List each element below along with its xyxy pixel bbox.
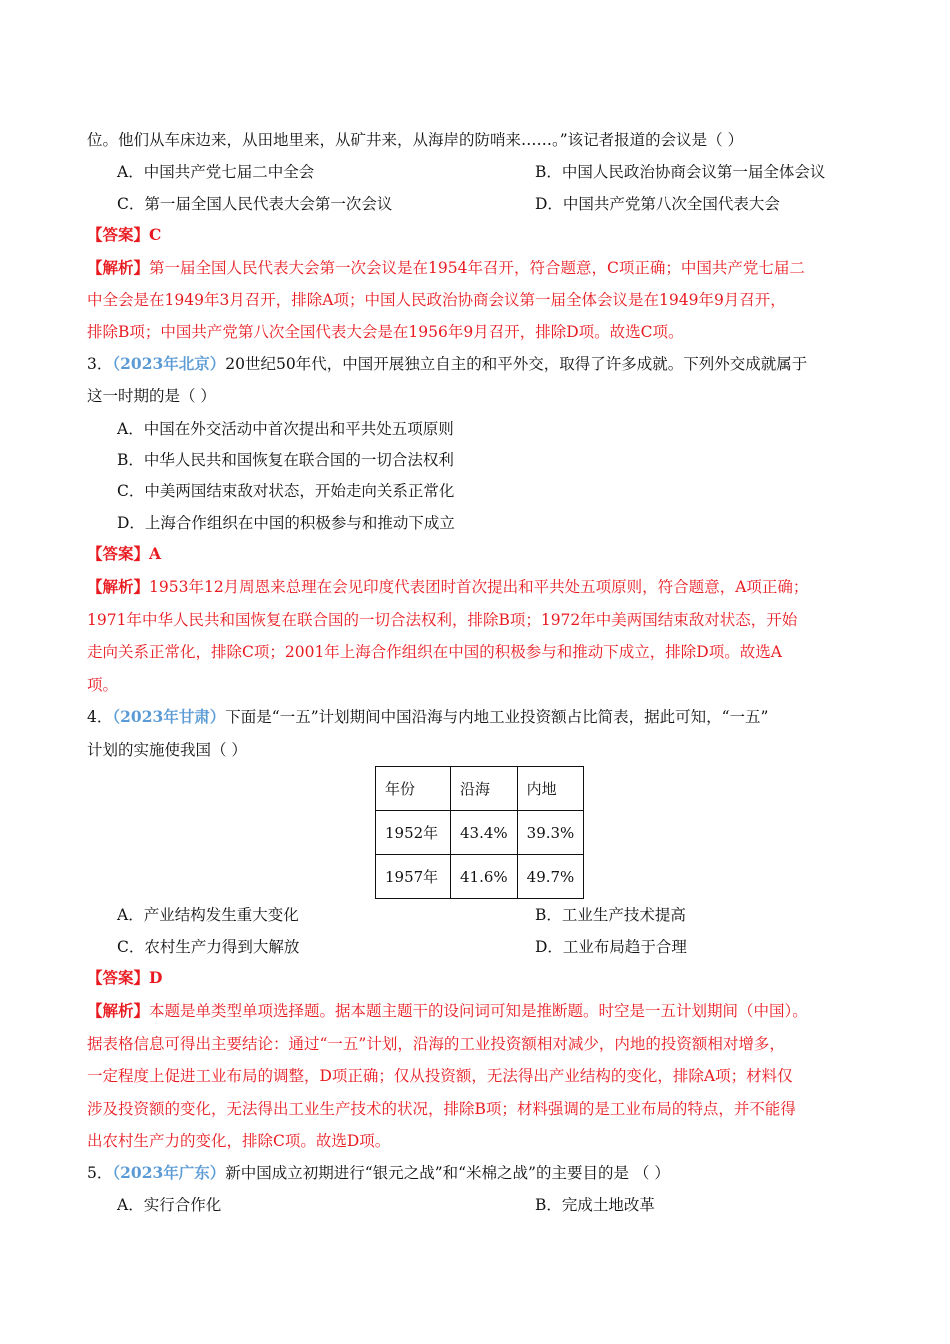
analysis-text: 本题是单类型单项选择题。据本题主题干的设问词可知是推断题。时空是一五计划期间（中国）。 [149,1002,808,1020]
q5-option-a: A．实行合作化 [117,1196,222,1214]
answer-value: C [149,225,162,244]
table-cell: 41.6% [451,855,518,899]
answer-label: 【答案】 [87,544,150,563]
question-source: （2023年北京） [112,354,226,373]
q3-stem-line-2: 这一时期的是（ ） [87,387,216,405]
answer-label: 【答案】 [87,968,150,987]
question-number: 4． [87,708,113,726]
table-header-cell: 年份 [376,767,451,811]
question-stem: 新中国成立初期进行“银元之战”和“米棉之战”的主要目的是 （ ） [225,1164,670,1182]
q5-stem [87,1163,670,1183]
table-cell: 1952年 [376,811,451,855]
q4-option-row-1 [117,905,686,925]
q4-answer [87,968,162,988]
table-cell: 43.4% [451,811,518,855]
question-stem: 20世纪50年代，中国开展独立自主的和平外交，取得了许多成就。下列外交成就属于 [225,355,808,373]
question-number: 3． [87,355,113,373]
q2-option-a: A．中国共产党七届二中全会 [117,163,315,181]
q2-option-b: B．中国人民政治协商会议第一届全体会议 [535,163,826,181]
q2-option-row-1 [117,162,826,182]
q4-analysis-line-5: 出农村生产力的变化，排除C项。故选D项。 [87,1132,391,1150]
table-cell: 49.7% [517,855,584,899]
q3-stem-line-1 [87,354,807,374]
q2-option-row-2 [117,194,780,214]
q4-option-c: C．农村生产力得到大解放 [117,938,300,956]
q4-option-d: D．工业布局趋于合理 [535,938,687,956]
q3-analysis-line-1 [87,577,808,597]
analysis-label: 【解析】 [87,577,150,596]
q4-stem-line-1 [87,707,768,727]
q2-option-c: C．第一届全国人民代表大会第一次会议 [117,195,393,213]
q2-analysis-line-2: 中全会是在1949年3月召开，排除A项；中国人民政治协商会议第一届全体会议是在1949年9月召开， [87,291,786,309]
table-cell: 1957年 [376,855,451,899]
analysis-label: 【解析】 [87,258,150,277]
q3-analysis-line-4: 项。 [87,676,119,694]
q3-analysis-line-3: 走向关系正常化，排除C项；2001年上海合作组织在中国的积极参与和推动下成立，排除D项。故选A [87,643,782,661]
question-source: （2023年甘肃） [112,707,226,726]
table-row [376,855,584,899]
q3-analysis-line-2: 1971年中华人民共和国恢复在联合国的一切合法权利，排除B项；1972年中美两国结束敌对状态，开始 [87,611,798,629]
q4-option-a: A．产业结构发生重大变化 [117,906,299,924]
table-row [376,811,584,855]
question-source: （2023年广东） [112,1163,226,1182]
q4-analysis-line-4: 涉及投资额的变化，无法得出工业生产技术的状况，排除B项；材料强调的是工业布局的特点，并不能得 [87,1100,796,1118]
question-number: 5． [87,1164,113,1182]
q2-analysis-line-3: 排除B项；中国共产党第八次全国代表大会是在1956年9月召开，排除D项。故选C项。 [87,323,684,341]
table-header-row [376,767,584,811]
q2-stem-tail: 位。他们从车床边来，从田地里来，从矿井来，从海岸的防哨来……。”该记者报道的会议是（ ） [87,131,744,149]
question-stem: 下面是“一五”计划期间中国沿海与内地工业投资额占比简表，据此可知，“一五” [225,708,769,726]
q4-analysis-line-3: 一定程度上促进工业布局的调整，D项正确；仅从投资额，无法得出产业结构的变化，排除A项；材料仅 [87,1067,793,1085]
answer-value: D [149,968,163,987]
answer-value: A [149,544,162,563]
q4-option-row-2 [117,937,687,957]
q2-option-d: D．中国共产党第八次全国代表大会 [535,195,780,213]
q3-option-a: A．中国在外交活动中首次提出和平共处五项原则 [117,420,454,438]
q5-option-row-1 [117,1195,655,1215]
q4-analysis-line-1 [87,1001,808,1021]
investment-table [375,766,584,899]
q2-analysis-line-1 [87,258,805,278]
q2-answer [87,225,161,245]
q5-option-b: B．完成土地改革 [535,1196,655,1214]
q4-analysis-line-2: 据表格信息可得出主要结论：通过“一五”计划，沿海的工业投资额相对减少，内地的投资额相对增多， [87,1035,785,1053]
q3-option-c: C．中美两国结束敌对状态，开始走向关系正常化 [117,482,455,500]
q3-option-b: B．中华人民共和国恢复在联合国的一切合法权利 [117,451,454,469]
analysis-text: 第一届全国人民代表大会第一次会议是在1954年召开，符合题意，C项正确；中国共产党七届二 [149,259,805,277]
q4-option-b: B．工业生产技术提高 [535,906,686,924]
q3-option-d: D．上海合作组织在中国的积极参与和推动下成立 [117,514,455,532]
table-header-cell: 内地 [517,767,584,811]
analysis-label: 【解析】 [87,1001,150,1020]
q3-answer [87,544,161,564]
analysis-text: 1953年12月周恩来总理在会见印度代表团时首次提出和平共处五项原则，符合题意，A项正确； [149,578,809,596]
table-header-cell: 沿海 [451,767,518,811]
table-cell: 39.3% [517,811,584,855]
answer-label: 【答案】 [87,225,150,244]
q4-stem-line-2: 计划的实施使我国（ ） [87,741,247,759]
